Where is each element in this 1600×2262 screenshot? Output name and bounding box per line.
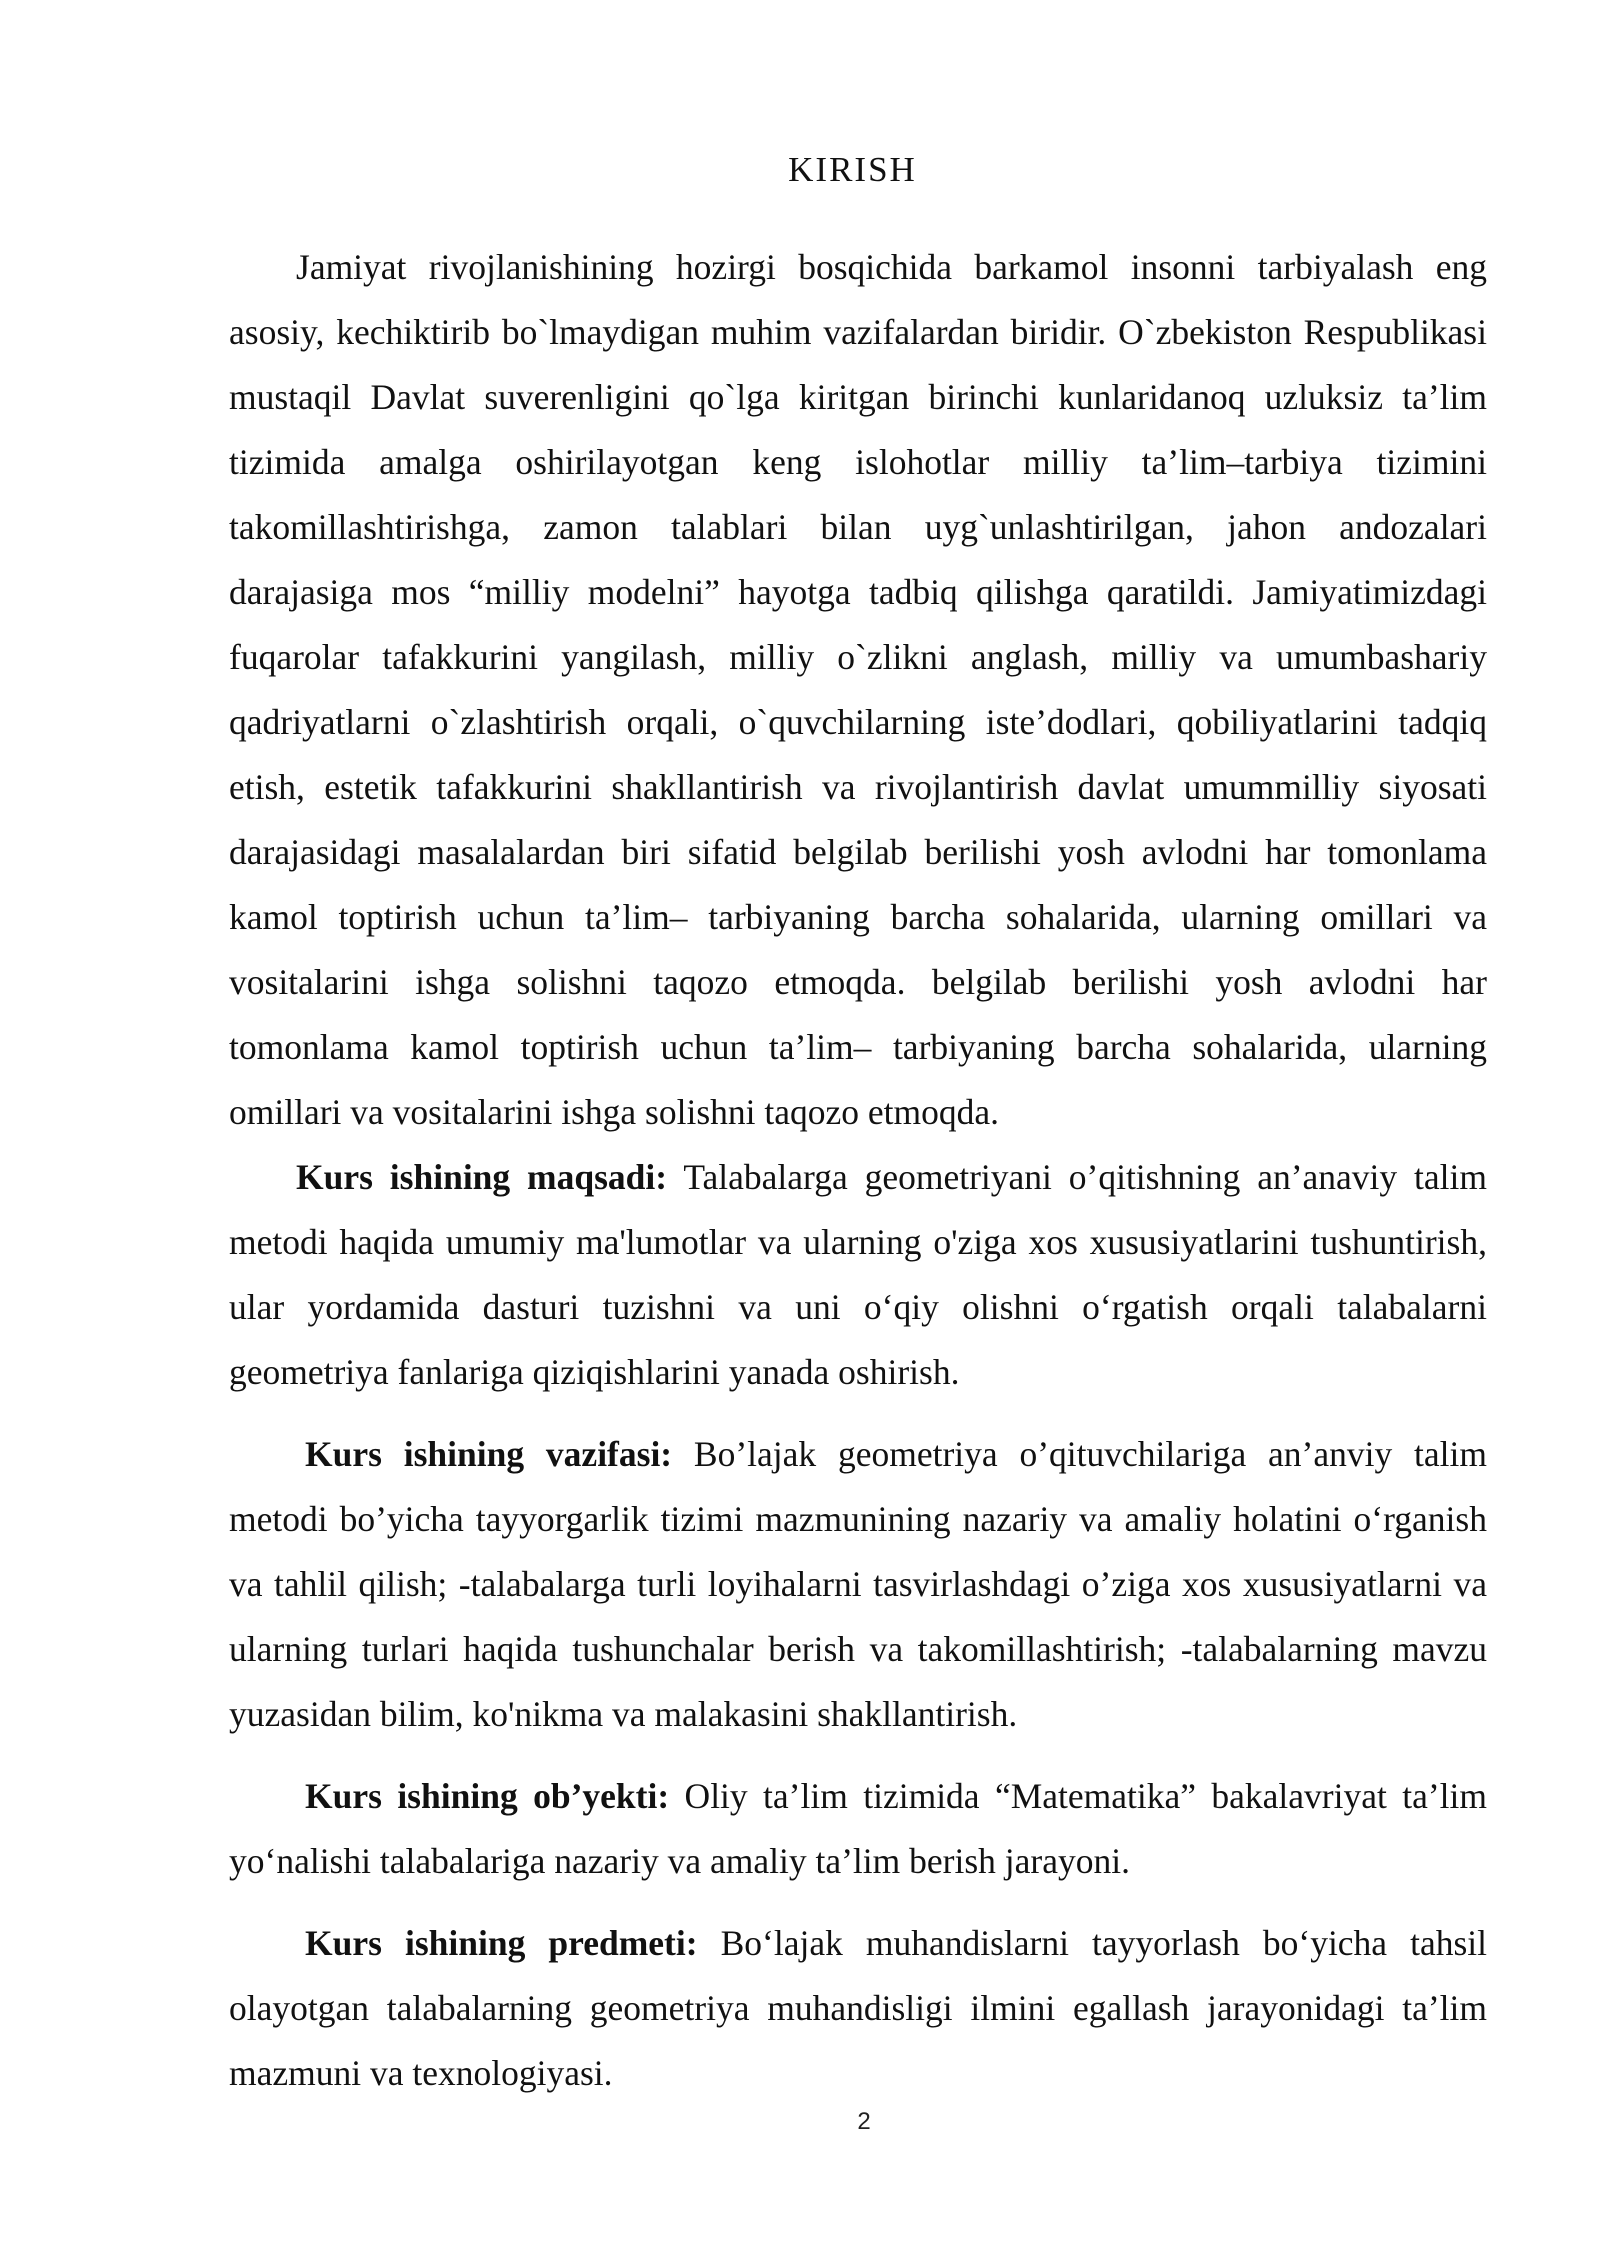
document-body — [229, 235, 1487, 2106]
page-title: KIRISH — [788, 150, 917, 189]
subject-paragraph — [229, 1911, 1487, 2106]
aim-paragraph-text: Talabalarga geometriyani o’qitishning an’anaviy talim metodi haqida umumiy ma'lumotlar va ularning o'ziga xos xususiyatlarini tushuntirish, ular yordamida dasturi tuzishni va uni o‘qiy olishni o‘rgatish orqali talabalarni geometriya fanlariga qiziqishlarini yanada oshirish. — [229, 1157, 1487, 1392]
subject-heading: Kurs ishining predmeti: — [305, 1923, 698, 1963]
object-paragraph — [229, 1764, 1487, 1894]
object-heading: Kurs ishining ob’yekti: — [305, 1776, 670, 1816]
subject-paragraph-text: Bo‘lajak muhandislarni tayyorlash bo‘yicha tahsil olayotgan talabalarning geometriya muhandisligi ilmini egallash jarayonidagi ta’lim mazmuni va texnologiyasi. — [229, 1923, 1488, 2093]
aim-paragraph — [229, 1145, 1487, 1405]
intro-paragraph-text: Jamiyat rivojlanishining hozirgi bosqichida barkamol insonni tarbiyalash eng asosiy, kechiktirib bo`lmaydigan muhim vazifalardan biridir. O`zbekiston Respublikasi mustaqil Davlat suverenligini qo`lga kiritgan birinchi kunlaridanoq uzluksiz ta’lim tizimida amalga oshirilayotgan keng islohotlar milliy ta’lim–tarbiya tizimini takomillashtirishga, zamon talablari bilan uyg`unlashtirilgan, jahon andozalari darajasiga mos “milliy modelni” hayotga tadbiq qilishga qaratildi. Jamiyatimizdagi fuqarolar tafakkurini yangilash, milliy o`zlikni anglash, milliy va umumbashariy qadriyatlarni o`zlashtirish orqali, o`quvchilarning iste’dodlari, qobiliyatlarini tadqiq etish, estetik tafakkurini shakllantirish va rivojlantirish davlat umummilliy siyosati darajasidagi masalalardan biri sifatid belgilab berilishi yosh avlodni har tomonlama kamol toptirish uchun ta’lim– tarbiyaning barcha sohalarida, ularning omillari va vositalarini ishga solishni taqozo etmoqda. belgilab berilishi yosh avlodni har tomonlama kamol toptirish uchun ta’lim– tarbiyaning barcha sohalarida, ularning omillari va vositalarini ishga solishni taqozo etmoqda. — [229, 247, 1487, 1132]
task-paragraph-text: Bo’lajak geometriya o’qituvchilariga an’anviy talim metodi bo’yicha tayyorgarlik tizimi mazmunining nazariy va amaliy holatini o‘rganish va tahlil qilish; -talabalarga turli loyihalarni tasvirlashdagi o’ziga xos xususiyatlarni va ularning turlari haqida tushunchalar berish va takomillashtirish; -talabalarning mavzu yuzasidan bilim, ko'nikma va malakasini shakllantirish. — [229, 1434, 1487, 1734]
task-heading: Kurs ishining vazifasi: — [305, 1434, 673, 1474]
aim-heading: Kurs ishining maqsadi: — [296, 1157, 668, 1197]
task-paragraph — [229, 1422, 1487, 1747]
page-number: 2 — [857, 2108, 871, 2135]
intro-paragraph — [229, 235, 1487, 1145]
object-paragraph-text: Oliy ta’lim tizimida “Matematika” bakalavriyat ta’lim yo‘nalishi talabalariga nazariy va amaliy ta’lim berish jarayoni. — [229, 1776, 1488, 1881]
